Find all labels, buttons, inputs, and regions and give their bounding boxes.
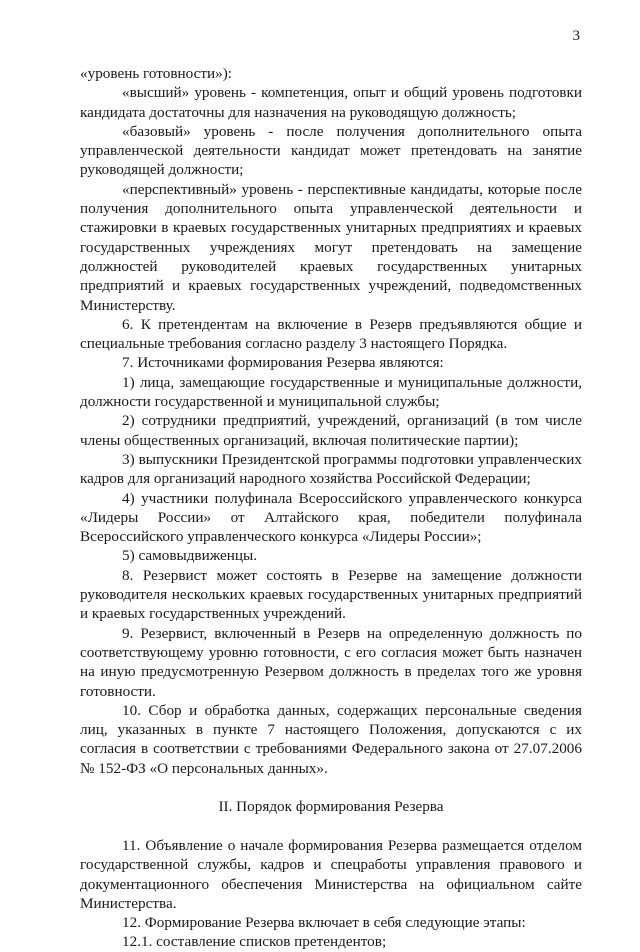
paragraph: 11. Объявление о начале формирования Резерва размещается отделом государственной службы, кадров и спецработы управления правового и документационного обеспечения Министерства на официальном сайте Министерства. bbox=[80, 836, 582, 912]
paragraph: 12.1. составление списков претендентов; bbox=[122, 933, 387, 951]
paragraph: «перспективный» уровень - перспективные кандидаты, которые после получения дополнительного опыта управленческой деятельности и стажировки в краевых государственных унитарных предприятиях и краевых государственных учреждениях могут претендовать на замещение должностей руководителей краевых государственных унитарных предприятий и краевых государственных учреждений, подведомственных Министерству. bbox=[80, 180, 582, 314]
section-heading: II. Порядок формирования Резерва bbox=[218, 797, 444, 815]
paragraph: 6. К претендентам на включение в Резерв предъявляются общие и специальные требования согласно разделу 3 настоящего Порядка. bbox=[80, 315, 582, 353]
paragraph: 10. Сбор и обработка данных, содержащих персональные сведения лиц, указанных в пункте 7 настоящего Положения, допускаются с их согласия в соответствии с требованиями Федерального закона от 27.07.2006 № 152-ФЗ «О персональных данных». bbox=[80, 701, 582, 777]
paragraph: 8. Резервист может состоять в Резерве на замещение должности руководителя нескольких краевых государственных унитарных предприятий и краевых государственных учреждений. bbox=[80, 566, 582, 623]
paragraph: 2) сотрудники предприятий, учреждений, организаций (в том числе члены общественных организаций, включая политические партии); bbox=[80, 412, 582, 449]
paragraph: 4) участники полуфинала Всероссийского управленческого конкурса «Лидеры России» от Алтайского края, победители полуфинала Всероссийского управленческого конкурса «Лидеры России»; bbox=[80, 489, 582, 546]
paragraph: «уровень готовности»): bbox=[80, 65, 232, 82]
paragraph: 3) выпускники Президентской программы подготовки управленческих кадров для организаций народного хозяйства Российской Федерации; bbox=[80, 450, 582, 488]
paragraph: 1) лица, замещающие государственные и муниципальные должности, должности государственной и муниципальной службы; bbox=[80, 373, 582, 411]
document-body bbox=[80, 64, 582, 952]
paragraph: «высший» уровень - компетенция, опыт и общий уровень подготовки кандидата достаточны для назначения на руководящую должность; bbox=[80, 84, 582, 121]
page-number: 3 bbox=[572, 28, 580, 44]
paragraph: 5) самовыдвиженцы. bbox=[122, 547, 258, 565]
paragraph: 9. Резервист, включенный в Резерв на определенную должность по соответствующему уровню готовности, с его согласия может быть назначен на иную предусмотренную Резервом должность в пределах того же уровня готовности. bbox=[80, 624, 582, 700]
paragraph: «базовый» уровень - после получения дополнительного опыта управленческой деятельности кандидат может претендовать на занятие руководящей должности; bbox=[80, 122, 582, 179]
paragraph: 7. Источниками формирования Резерва являются: bbox=[122, 354, 444, 372]
paragraph: 12. Формирование Резерва включает в себя следующие этапы: bbox=[122, 914, 526, 932]
